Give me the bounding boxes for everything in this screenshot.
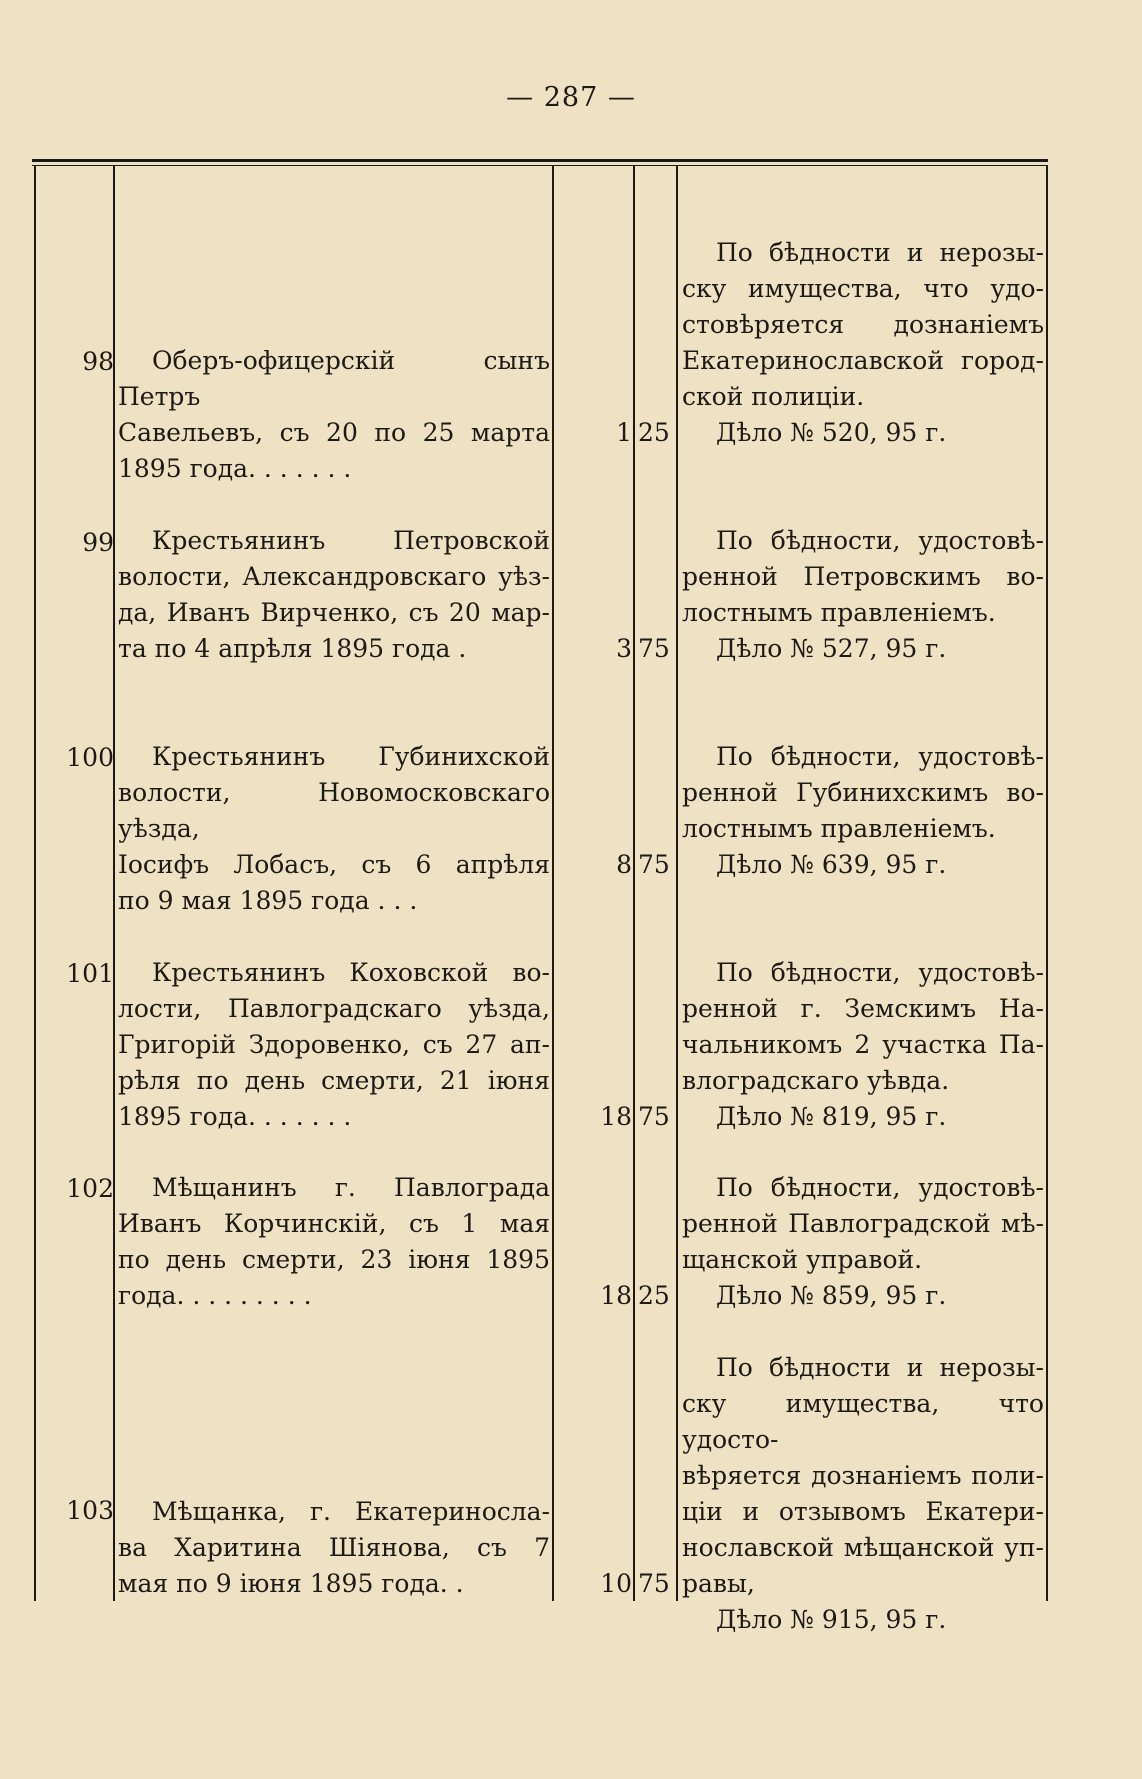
entry-number: 99 bbox=[82, 528, 114, 557]
case-reference: Дѣло № 639, 95 г. bbox=[716, 850, 947, 879]
justification-line: По бѣдности и нерозы- bbox=[716, 1353, 1044, 1382]
case-reference: Дѣло № 915, 95 г. bbox=[716, 1605, 947, 1634]
entry-justification bbox=[682, 739, 1044, 883]
justification-line: вѣряется дознаніемъ поли- bbox=[682, 1461, 1044, 1490]
justification-line: По бѣдности, удостовѣ- bbox=[716, 958, 1044, 987]
justification-line: равы, bbox=[682, 1569, 755, 1598]
entry-number: 100 bbox=[66, 743, 114, 772]
description-line: Оберъ-офицерскій сынъ Петръ bbox=[118, 346, 550, 411]
justification-line: ску имущества, что удосто- bbox=[682, 1389, 1044, 1454]
justification-line: стовѣряется дознаніемъ bbox=[682, 310, 1044, 339]
amount-kopecks: 75 bbox=[638, 1569, 670, 1598]
description-line: Савельевъ, съ 20 по 25 марта bbox=[118, 418, 550, 447]
entry-description bbox=[118, 955, 550, 1135]
entry-justification bbox=[682, 235, 1044, 451]
justification-line: По бѣдности, удостовѣ- bbox=[716, 526, 1044, 555]
case-reference: Дѣло № 819, 95 г. bbox=[716, 1102, 947, 1131]
justification-line: Екатеринославской город- bbox=[682, 346, 1044, 375]
justification-line: щанской управой. bbox=[682, 1245, 923, 1274]
case-reference: Дѣло № 859, 95 г. bbox=[716, 1281, 947, 1310]
justification-line: ску имущества, что удо- bbox=[682, 274, 1044, 303]
table-top-rule bbox=[32, 159, 1048, 162]
amount-kopecks: 75 bbox=[638, 1102, 670, 1131]
entry-number: 102 bbox=[66, 1174, 114, 1203]
entry-justification bbox=[682, 1170, 1044, 1314]
description-line: Григорій Здоровенко, съ 27 ап- bbox=[118, 1030, 550, 1059]
amount-kopecks: 25 bbox=[638, 1281, 670, 1310]
description-line: 1895 года. . . . . . . bbox=[118, 1102, 352, 1131]
column-divider-number bbox=[113, 166, 115, 1601]
amount-rubles: 1 bbox=[616, 418, 632, 447]
justification-line: чальникомъ 2 участка Па- bbox=[682, 1030, 1044, 1059]
entry-description bbox=[118, 1170, 550, 1314]
description-line: Крестьянинъ Губинихской bbox=[152, 742, 550, 771]
description-line: года. . . . . . . . . bbox=[118, 1281, 312, 1310]
description-line: Иванъ Корчинскій, съ 1 мая bbox=[118, 1209, 550, 1238]
justification-line: По бѣдности и нерозы- bbox=[716, 238, 1044, 267]
description-line: лости, Павлоградскаго уѣзда, bbox=[118, 994, 550, 1023]
justification-line: ренной г. Земскимъ На- bbox=[682, 994, 1044, 1023]
justification-line: ціи и отзывомъ Екатери- bbox=[682, 1497, 1044, 1526]
description-line: да, Иванъ Вирченко, съ 20 мар- bbox=[118, 598, 550, 627]
description-line: Крестьянинъ Петровской bbox=[152, 526, 550, 555]
entry-justification bbox=[682, 523, 1044, 667]
justification-line: ренной Павлоградской мѣ- bbox=[682, 1209, 1044, 1238]
description-line: ва Харитина Шіянова, съ 7 bbox=[118, 1533, 550, 1562]
entry-description bbox=[118, 1494, 550, 1602]
page-number: — 287 — bbox=[506, 82, 636, 113]
amount-rubles: 18 bbox=[600, 1281, 632, 1310]
table-border-right bbox=[1046, 166, 1048, 1601]
table-top-rule-thin bbox=[32, 165, 1048, 166]
amount-rubles: 18 bbox=[600, 1102, 632, 1131]
description-line: по день смерти, 23 іюня 1895 bbox=[118, 1245, 550, 1274]
justification-line: ренной Петровскимъ во- bbox=[682, 562, 1044, 591]
description-line: волости, Александровскаго уѣз- bbox=[118, 562, 550, 591]
description-line: Іосифъ Лобасъ, съ 6 апрѣля bbox=[118, 850, 550, 879]
justification-line: лостнымъ правленіемъ. bbox=[682, 814, 996, 843]
justification-line: ренной Губинихскимъ во- bbox=[682, 778, 1044, 807]
description-line: волости, Новомосковскаго уѣзда, bbox=[118, 778, 550, 843]
justification-line: По бѣдности, удостовѣ- bbox=[716, 742, 1044, 771]
case-reference: Дѣло № 527, 95 г. bbox=[716, 634, 947, 663]
amount-kopecks: 25 bbox=[638, 418, 670, 447]
table-border-left bbox=[34, 166, 36, 1601]
entry-description bbox=[118, 343, 550, 487]
amount-rubles: 10 bbox=[600, 1569, 632, 1598]
entry-description bbox=[118, 739, 550, 919]
justification-line: ской полиціи. bbox=[682, 382, 865, 411]
description-line: мая по 9 іюня 1895 года. . bbox=[118, 1569, 464, 1598]
column-divider-description bbox=[552, 166, 554, 1601]
column-divider-rubles bbox=[633, 166, 635, 1601]
justification-line: По бѣдности, удостовѣ- bbox=[716, 1173, 1044, 1202]
description-line: та по 4 апрѣля 1895 года . bbox=[118, 634, 467, 663]
description-line: по 9 мая 1895 года . . . bbox=[118, 886, 418, 915]
amount-rubles: 8 bbox=[616, 850, 632, 879]
case-reference: Дѣло № 520, 95 г. bbox=[716, 418, 947, 447]
amount-kopecks: 75 bbox=[638, 634, 670, 663]
description-line: Мѣщанинъ г. Павлограда bbox=[152, 1173, 550, 1202]
description-line: Мѣщанка, г. Екатериносла- bbox=[152, 1497, 550, 1526]
entry-justification bbox=[682, 1350, 1044, 1638]
justification-line: влоградскаго уѣвда. bbox=[682, 1066, 950, 1095]
entry-number: 103 bbox=[66, 1496, 114, 1525]
justification-line: нославской мѣщанской уп- bbox=[682, 1533, 1044, 1562]
amount-kopecks: 75 bbox=[638, 850, 670, 879]
entry-justification bbox=[682, 955, 1044, 1135]
amount-rubles: 3 bbox=[616, 634, 632, 663]
entry-number: 101 bbox=[66, 959, 114, 988]
description-line: 1895 года. . . . . . . bbox=[118, 454, 352, 483]
entry-number: 98 bbox=[82, 347, 114, 376]
justification-line: лостнымъ правленіемъ. bbox=[682, 598, 996, 627]
column-divider-kopecks bbox=[676, 166, 678, 1601]
entry-description bbox=[118, 523, 550, 667]
description-line: Крестьянинъ Коховской во- bbox=[152, 958, 550, 987]
description-line: рѣля по день смерти, 21 іюня bbox=[118, 1066, 550, 1095]
